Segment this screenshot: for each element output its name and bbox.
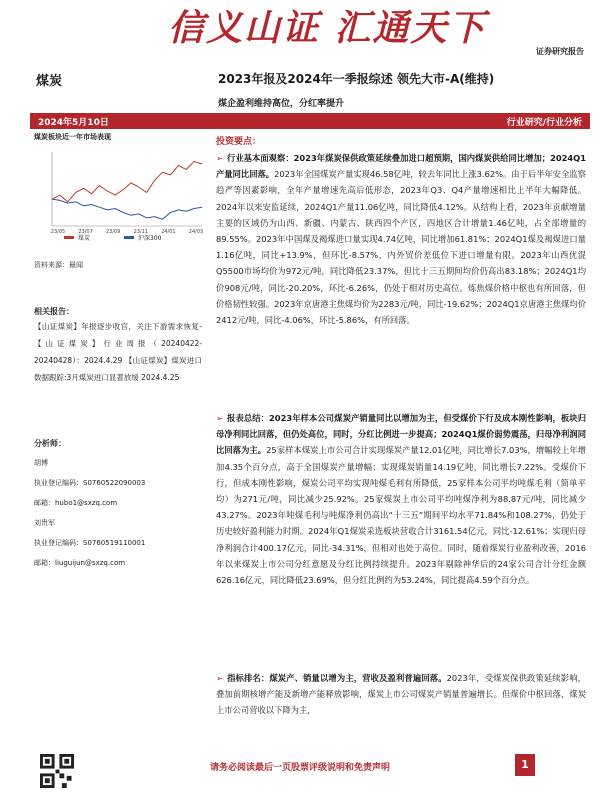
paragraph-body: 25家样本煤炭上市公司合计实现煤炭产量12.01亿吨，同比增长7.03%，增幅较上年增加4.35个百分点，高于全国煤炭产量增幅；实现煤炭销量14.19亿吨，同比增长7.22%。受煤价下行，但成本刚性影响，煤炭公司平均实现吨煤毛利有所降低，25家样本公司平均吨煤毛利（简单平均）为271元/吨，同比减少25.92%。25家煤炭上市公司平均吨煤净利为88.87元/吨，同比减少43.27%。2023年吨煤毛利与吨煤净利仍高出“十三五”期间平均水平71.84%和108.27%，仍处于历史较好盈利能力时期。2024年Q1煤炭采选板块营收合计3161.54亿元，同比-12.61%；实现归母净利润合计400.17亿元，同比-34.31%，但相对也处于高位。同时，随着煤炭行业盈利改善，2016年以来煤炭上市公司分红意愿及分红比例持续提升。2023年剔除神华后的24家公司合计分红金额626.16亿元，同比降低23.69%，但分红比例约为53.24%，同比提高4.59个百分点。 — [216, 445, 586, 586]
sidebar — [34, 132, 206, 567]
x-tick-label: 24/03 — [188, 229, 204, 235]
analyst-email[interactable]: 邮箱：liuguijun@sxzq.com — [34, 559, 126, 567]
report-category: 行业研究/行业分析 — [506, 118, 582, 128]
paragraph-body: 2023年全国煤炭产量实现46.58亿吨，较去年同比上涨3.62%。由于后半年安全监察趋严等因素影响，全年产量增速先高后低形态，2023年Q3、Q4产量增速相比上半年大幅降低。2024年以来安监延续，2024Q1产量11.06亿吨，同比降低4.12%。从结构上看，2023年贡献增量主要的区域仍为山西、新疆、内蒙古、陕西四个产区，四地区合计增量1.46亿吨，占全部增量的89.55%。2023年中国煤及褐煤进口量实现4.74亿吨，同比增加61.81%；2024Q1煤及褐煤进口量1.16亿吨，同比+13.9%，但环比-8.57%，内外贸价差低位下进口增量有限。2023年山西优混Q5500市场均价为972元/吨，同比降低23.37%，但比十三五期间均价仍高出83.18%；2024Q1均价908元/吨，同比-20.20%，环比-6.26%，仍处于相对历史高位。炼焦煤价格中枢也有所回落，但价格韧性较强。2023年京唐港主焦煤均价为2283元/吨，同比-19.62%；2024Q1京唐港主焦煤均价2412元/吨，同比-4.06%，环比-5.86%，有所回落。 — [216, 169, 586, 326]
report-type-label: 证券研究报告 — [536, 47, 584, 56]
x-tick-label: 23/05 — [50, 229, 66, 235]
legend-label-coal: 煤炭 — [78, 235, 91, 242]
x-tick-label: 23/11 — [133, 229, 149, 235]
x-tick-label: 23/07 — [78, 229, 93, 235]
paragraph-fundamentals — [216, 150, 586, 328]
legend-swatch-hs300 — [124, 236, 134, 239]
investment-points-heading: 投资要点： — [216, 137, 262, 147]
header-banner — [0, 0, 600, 62]
paragraph-lead: 行业基本面观察：2023年煤炭保供政策延续叠加进口超预期，国内煤炭供给同比增加；2024Q1产量同比回落。 — [216, 153, 586, 180]
sector-label: 煤炭 — [36, 74, 63, 89]
analyst-email[interactable]: 邮箱：hubo1@sxzq.com — [34, 499, 118, 507]
chart-title: 煤炭板块近一年市场表现 — [34, 133, 111, 141]
page-number: 1 — [515, 754, 535, 776]
paragraph-rankings — [216, 670, 586, 719]
chart-legend — [64, 234, 162, 242]
x-tick-label: 23/09 — [105, 229, 121, 235]
analyst-name: 刘贵军 — [34, 519, 55, 527]
analyst-name: 胡博 — [34, 459, 48, 467]
bullet-arrow-icon: ➢ — [216, 413, 223, 423]
legend-swatch-coal — [64, 236, 74, 239]
related-reports-heading: 相关报告： — [34, 307, 74, 316]
report-subtitle: 煤企盈利维持高位，分红率提升 — [218, 99, 345, 109]
analyst-license: 执业登记编码：S0760519110001 — [34, 539, 146, 547]
analyst-license: 执业登记编码：S0760522090003 — [34, 479, 146, 487]
related-reports-text: 【山证煤炭】年报逐步收官，关注下游需求恢复-【山证煤炭】行业周报（20240422-20240428）：2024.4.29 【山证煤炭】煤炭进口数据跟踪:3月煤炭进口显著放缓 2024.4.25 — [34, 322, 202, 382]
x-tick-label: 24/01 — [161, 229, 176, 235]
series-line-0 — [52, 161, 202, 201]
report-title: 2023年报及2024年一季报综述 领先大市-A(维持) — [218, 72, 495, 86]
analysts-heading: 分析师： — [34, 439, 66, 448]
legend-label-hs300: 沪深300 — [138, 235, 162, 242]
series-line-1 — [52, 199, 202, 219]
brand-slogan: 信义山证 汇通天下 — [168, 7, 487, 49]
paragraph-financials — [216, 410, 586, 588]
paragraph-lead: 报表总结：2023年样本公司煤炭产销量同比以增加为主，但受煤价下行及成本刚性影响，板块归母净利同比回落，但仍处高位，同时，分红比例进一步提高；2024Q1煤价弱势震荡，归母净利润同比回落为主。 — [216, 413, 586, 456]
paragraph-lead: 指标排名：煤炭产、销量以增为主，营收及盈利普遍回落。 — [226, 673, 447, 683]
page-footer — [0, 746, 600, 800]
bullet-arrow-icon: ➢ — [216, 153, 223, 163]
paragraph-body: 2023年，受煤炭保供政策延续影响，叠加前期核增产能及新增产能释放影响，煤炭上市公司煤炭产销量普遍增长。但煤价中枢回落，煤炭上市公司营收以下降为主， — [216, 673, 586, 716]
date-category-bar — [30, 113, 590, 129]
chart-source: 资料来源：最闻 — [34, 261, 83, 269]
bullet-arrow-icon: ➢ — [216, 673, 223, 683]
disclaimer-text: 请务必阅读最后一页股票评级说明和免责声明 — [209, 763, 390, 773]
market-performance-chart — [34, 144, 206, 246]
report-date: 2024年5月10日 — [38, 118, 109, 128]
